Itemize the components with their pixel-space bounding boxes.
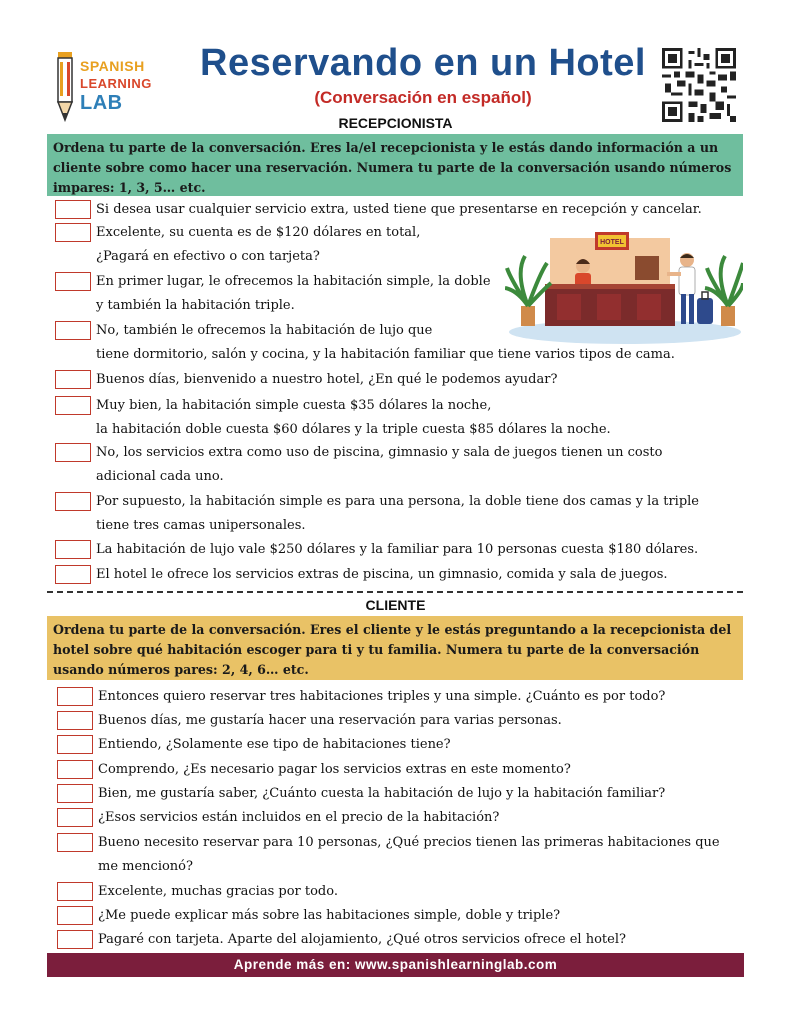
line-text: Por supuesto, la habitación simple es para una persona, la doble tiene dos camas y la triple tiene tres camas unipersonales.: [96, 494, 699, 533]
line-text: No, también le ofrecemos la habitación de lujo que tiene dormitorio, salón y cocina, y la habitación familiar que tiene varios tipos de cama.: [96, 323, 675, 362]
logo-line-learning: LEARNING: [80, 76, 152, 91]
list-item: [57, 709, 562, 733]
answer-box[interactable]: [55, 223, 91, 242]
logo-line-lab: LAB: [80, 92, 123, 114]
answer-box[interactable]: [55, 370, 91, 389]
page-title: Reservando en un Hotel: [200, 42, 646, 84]
spanish-learning-lab-logo: [50, 52, 180, 122]
list-item: [57, 831, 720, 879]
list-item: [55, 198, 702, 222]
receptionist-instructions: Ordena tu parte de la conversación. Eres la/el recepcionista y le estás dando información a un cliente sobre como hacer una reservación. Numera tu parte de la conversación usando números impares: 1, 3, 5… etc.: [47, 134, 743, 196]
line-text: Buenos días, bienvenido a nuestro hotel, ¿En qué le podemos ayudar?: [96, 372, 558, 387]
qr-code-icon[interactable]: [662, 48, 736, 122]
hotel-sign-text: HOTEL: [600, 239, 624, 246]
list-item: [55, 563, 668, 587]
page-subtitle: (Conversación en español): [314, 88, 532, 107]
answer-box[interactable]: [55, 565, 91, 584]
hotel-reception-illustration: [505, 228, 743, 346]
line-text: El hotel le ofrece los servicios extras de piscina, un gimnasio, comida y sala de juegos.: [96, 567, 668, 582]
list-item: [55, 538, 698, 562]
line-text: Buenos días, me gustaría hacer una reservación para varias personas.: [98, 713, 562, 728]
line-text: En primer lugar, le ofrecemos la habitación simple, la doble y también la habitación triple.: [96, 274, 491, 313]
answer-box[interactable]: [55, 443, 91, 462]
footer-banner[interactable]: Aprende más en: www.spanishlearninglab.com: [47, 953, 744, 977]
list-item: [57, 782, 665, 806]
answer-box[interactable]: [57, 687, 93, 706]
line-text: Muy bien, la habitación simple cuesta $35 dólares la noche, la habitación doble cuesta $60 dólares y la triple cuesta $85 dólares la noche.: [96, 398, 611, 437]
section-divider: [47, 591, 743, 593]
list-item: [55, 394, 611, 442]
answer-box[interactable]: [57, 784, 93, 803]
line-text: Excelente, su cuenta es de $120 dólares en total, ¿Pagará en efectivo o con tarjeta?: [96, 225, 421, 264]
answer-box[interactable]: [55, 492, 91, 511]
line-text: Bien, me gustaría saber, ¿Cuánto cuesta la habitación de lujo y la habitación familiar?: [98, 786, 666, 801]
line-text: Entonces quiero reservar tres habitaciones triples y una simple. ¿Cuánto es por todo?: [98, 689, 666, 704]
line-text: ¿Esos servicios están incluidos en el precio de la habitación?: [98, 810, 500, 825]
list-item: [55, 441, 662, 489]
answer-box[interactable]: [55, 540, 91, 559]
receptionist-section-label: RECEPCIONISTA: [338, 115, 453, 131]
client-instructions: Ordena tu parte de la conversación. Eres el cliente y le estás preguntando a la recepcionista del hotel sobre qué habitación escoger para ti y tu familia. Numera tu parte de la conversación usando números pares: 2, 4, 6… etc.: [47, 616, 743, 680]
list-item: [57, 904, 560, 928]
answer-box[interactable]: [57, 711, 93, 730]
answer-box[interactable]: [57, 808, 93, 827]
answer-box[interactable]: [57, 760, 93, 779]
answer-box[interactable]: [57, 906, 93, 925]
client-section-label: CLIENTE: [365, 597, 426, 613]
list-item: [55, 221, 420, 269]
line-text: Excelente, muchas gracias por todo.: [98, 884, 338, 899]
list-item: [57, 928, 626, 952]
list-item: [57, 733, 451, 757]
list-item: [55, 490, 699, 538]
answer-box[interactable]: [57, 735, 93, 754]
list-item: [55, 368, 557, 392]
line-text: Comprendo, ¿Es necesario pagar los servicios extras en este momento?: [98, 762, 571, 777]
list-item: [57, 880, 338, 904]
answer-box[interactable]: [55, 396, 91, 415]
answer-box[interactable]: [55, 321, 91, 340]
list-item: [55, 270, 491, 318]
list-item: [57, 685, 665, 709]
pencil-icon: [50, 52, 80, 124]
line-text: Pagaré con tarjeta. Aparte del alojamiento, ¿Qué otros servicios ofrece el hotel?: [98, 932, 626, 947]
list-item: [57, 806, 499, 830]
line-text: Entiendo, ¿Solamente ese tipo de habitaciones tiene?: [98, 737, 451, 752]
logo-line-spanish: SPANISH: [80, 58, 145, 74]
list-item: [57, 758, 571, 782]
line-text: Bueno necesito reservar para 10 personas, ¿Qué precios tienen las primeras habitaciones que me mencionó?: [98, 835, 720, 874]
line-text: La habitación de lujo vale $250 dólares y la familiar para 10 personas cuesta $180 dólares.: [96, 542, 699, 557]
answer-box[interactable]: [57, 882, 93, 901]
answer-box[interactable]: [57, 833, 93, 852]
answer-box[interactable]: [55, 200, 91, 219]
answer-box[interactable]: [55, 272, 91, 291]
line-text: Si desea usar cualquier servicio extra, usted tiene que presentarse en recepción y cancelar.: [96, 202, 702, 217]
line-text: ¿Me puede explicar más sobre las habitaciones simple, doble y triple?: [98, 908, 561, 923]
line-text: No, los servicios extra como uso de piscina, gimnasio y sala de juegos tienen un costo adicional cada uno.: [96, 445, 663, 484]
answer-box[interactable]: [57, 930, 93, 949]
